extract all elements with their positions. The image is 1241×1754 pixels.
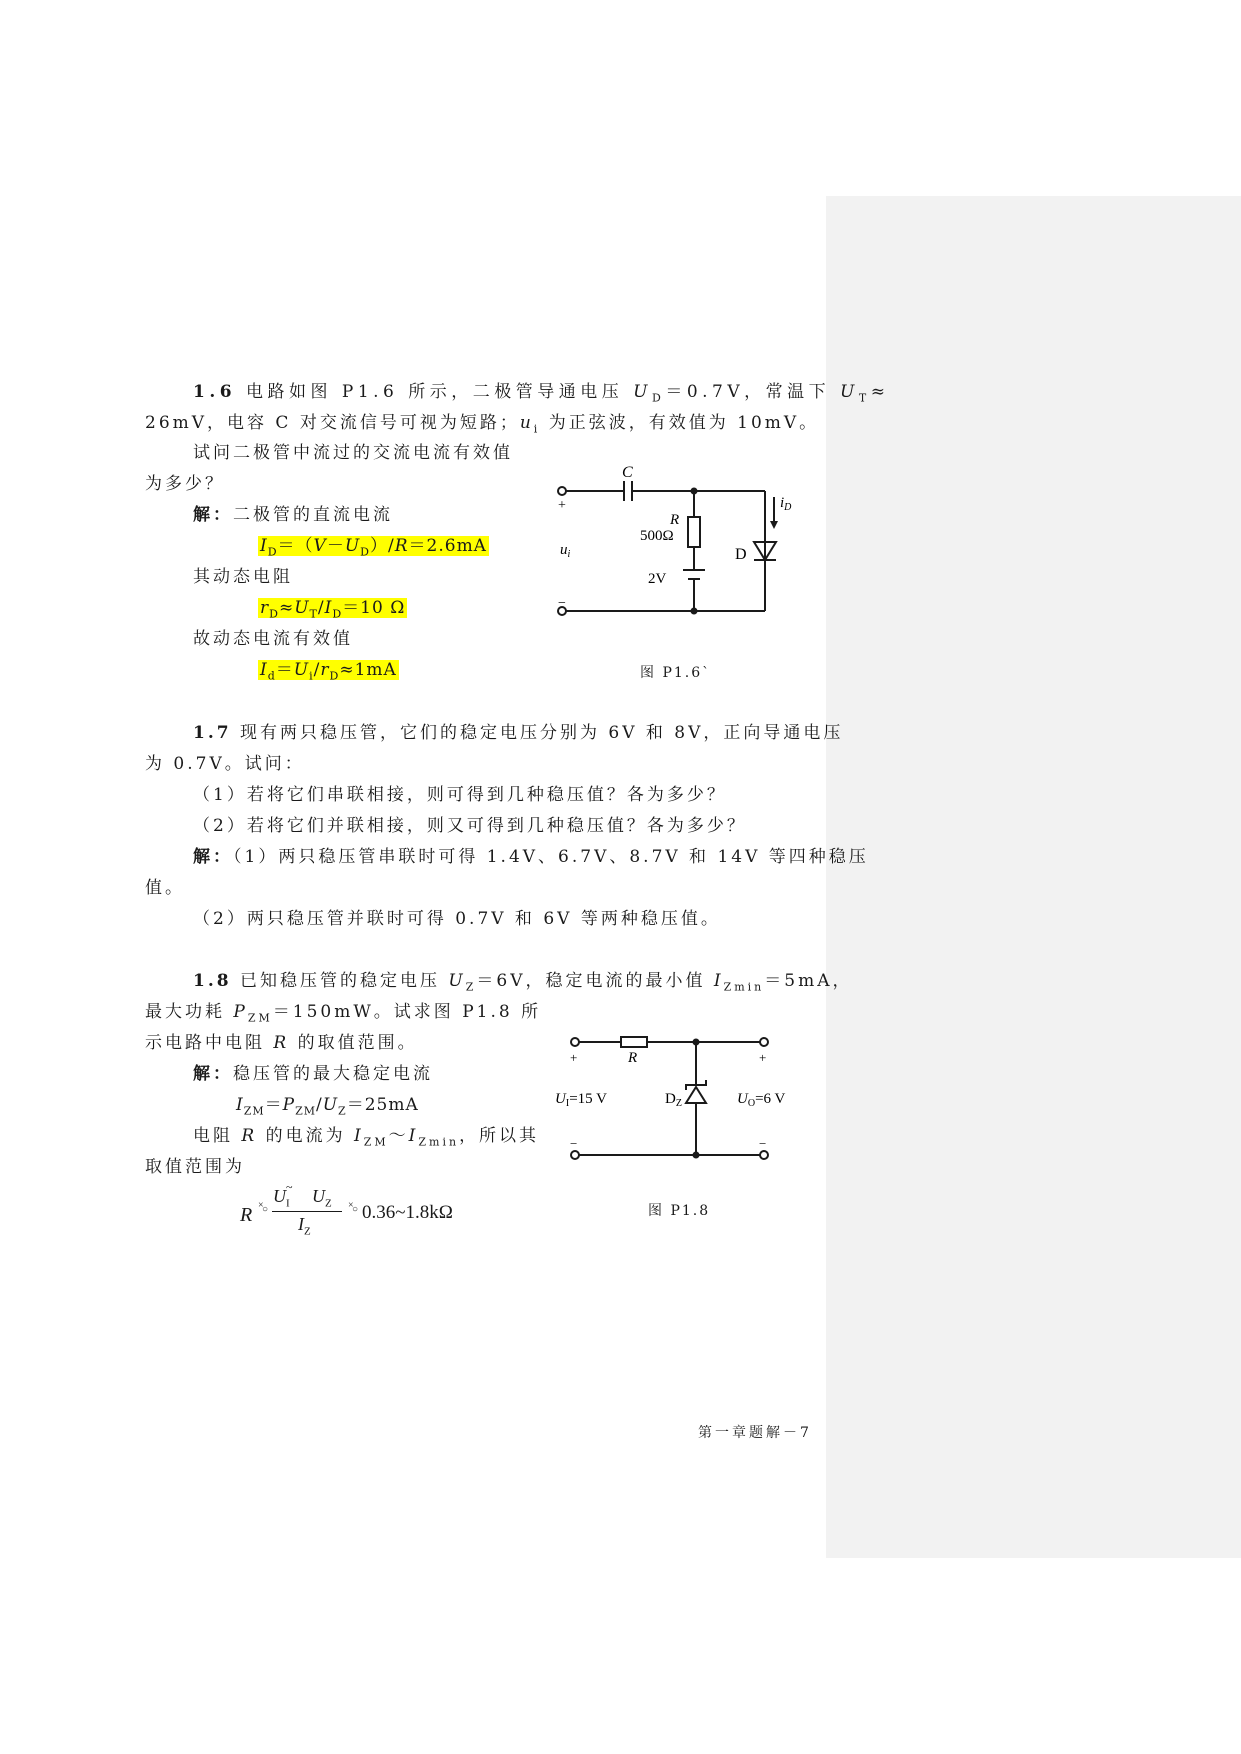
p18-formula-izm: $I_{ZM}=P_{ZM}/U_Z=25mA$ — [236, 1095, 419, 1118]
p16-line7: 其动态电阻 — [193, 567, 293, 587]
p17-answer-2: （2）两只稳压管并联时可得 0.7V 和 6V 等两种稳压值。 — [193, 909, 721, 929]
label-uo-6v: $U_O=6$ V — [737, 1091, 786, 1109]
p17-line1: 1.7 现有两只稳压管，它们的稳定电压分别为 6V 和 8V，正向导通电压 — [193, 723, 844, 743]
label-id: $i_D$ — [780, 495, 792, 513]
label-plus-out: + — [759, 1050, 767, 1065]
p17-line6: 值。 — [145, 878, 185, 898]
p16-formula-rd: $r_D\approx U_T/I_D=10$ Ω — [260, 598, 406, 621]
label-dz: $D_Z$ — [665, 1091, 682, 1109]
p18-line3: 示电路中电阻 R 的取值范围。 — [145, 1033, 418, 1053]
p17-line3: （1）若将它们串联相接，则可得到几种稳压值？各为多少？ — [193, 785, 727, 805]
p16-formula-id-ac: $I_d=U_i/r_D\approx 1mA$ — [260, 660, 397, 683]
circuit-p18 — [545, 1030, 795, 1170]
p16-line9: 故动态电流有效值 — [193, 629, 353, 649]
label-r: R — [670, 512, 680, 528]
label-ui-15v: $U_I=15$ V — [555, 1091, 607, 1109]
label-2v: 2V — [648, 571, 667, 587]
caption-p18: 图 P1.8 — [648, 1203, 711, 1219]
p18-range-formula: R × ○ $U_I$ ~ $U_Z$ $I_Z$ × ○ 0.36~1.8kΩ — [240, 1180, 453, 1238]
p17-line4: （2）若将它们并联相接，则又可得到几种稳压值？各为多少？ — [193, 816, 747, 836]
p16-line2: 26mV，电容 C 对交流信号可视为短路；$u_i$ 为正弦波，有效值为 10mV。 — [145, 413, 820, 436]
label-ui: $u_i$ — [560, 542, 571, 560]
p16-formula-id: $I_D=(V-U_D)/R=2.6mA$ — [260, 536, 487, 559]
label-d: D — [735, 546, 747, 563]
p16-line1: 1.6 电路如图 P1.6 所示，二极管导通电压 $U_D=0.7V$，常温下 $U_T\approx$ — [193, 382, 890, 405]
label-plus: + — [558, 498, 566, 513]
p18-line1: 1.8 已知稳压管的稳定电压 $U_Z=6V$，稳定电流的最小值 $I_{Zmin}=5mA$， — [193, 971, 853, 994]
p16-line3: 试问二极管中流过的交流电流有效值 — [193, 443, 513, 463]
circuit-p16 — [540, 455, 800, 625]
label-minus: − — [558, 596, 566, 611]
label-minus-in: − — [570, 1136, 578, 1151]
p16-line4: 为多少？ — [145, 474, 225, 494]
p16-answer-intro: 解：二极管的直流电流 — [193, 505, 393, 525]
page-footer: 第一章题解－7 — [698, 1425, 812, 1441]
p18-answer-intro: 解：稳压管的最大稳定电流 — [193, 1064, 433, 1084]
caption-p16: 图 P1.6` — [640, 665, 712, 681]
label-minus-out: − — [759, 1136, 767, 1151]
p18-line6: 电阻 R 的电流为 $I_{ZM}\sim I_{Zmin}$，所以其 — [193, 1126, 540, 1149]
p18-range-result: 0.36~1.8kΩ — [362, 1202, 453, 1223]
p17-line2: 为 0.7V。试问： — [145, 754, 305, 774]
p17-answer-1: 解：（1）两只稳压管串联时可得 1.4V、6.7V、8.7V 和 14V 等四种稳压 — [193, 847, 869, 867]
p18-line7: 取值范围为 — [145, 1157, 245, 1177]
label-plus-in: + — [570, 1050, 578, 1065]
label-r2: R — [628, 1050, 638, 1066]
label-r-value: 500Ω — [640, 528, 674, 544]
p18-line2: 最大功耗 $P_{ZM}=150mW$。试求图 P1.8 所 — [145, 1002, 542, 1025]
label-c: C — [622, 464, 633, 481]
